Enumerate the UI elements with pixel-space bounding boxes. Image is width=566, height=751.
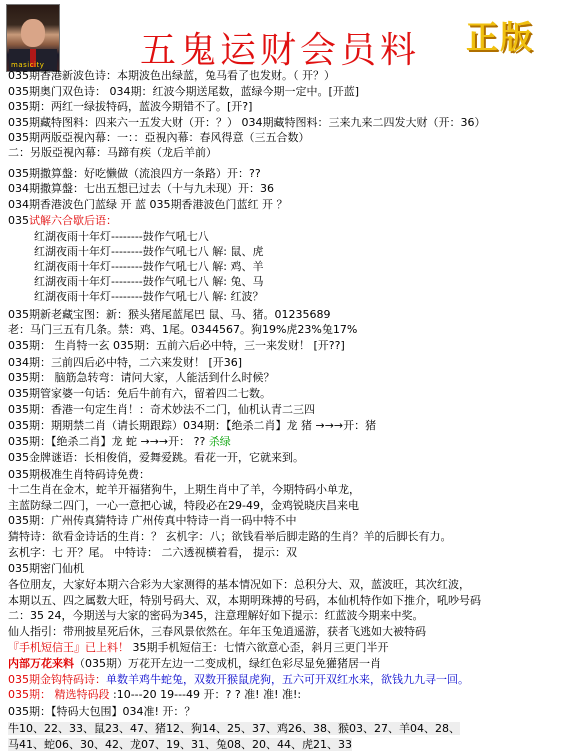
text-line: [8, 323, 357, 336]
text-line: [8, 100, 252, 113]
text-line: [34, 290, 263, 303]
text-segment: 035期密门仙机: [8, 562, 84, 575]
text-line: [8, 308, 330, 321]
text-segment: 杀绿: [208, 435, 231, 448]
text-segment: 035期奥门双色诗： 034期：红波今期送尾数，蓝绿今期一定中。[开蓝]: [8, 85, 360, 98]
text-line: [8, 499, 359, 512]
text-segment: 十二生肖在金木，蛇羊开福猪狗牛，上期生肖中了羊，今期特码小单龙，: [8, 483, 360, 496]
text-line: [8, 85, 359, 98]
text-segment: 035期：香港一句定生肖！：奇术妙法不二门，仙机认青二三四: [8, 403, 315, 416]
text-segment: 035期： 精选特码段: [8, 688, 113, 701]
text-segment: 035期撒算盤：好吃懒做（流浪四方一条路）开：??: [8, 167, 261, 180]
text-segment: 035期： 生肖特一玄 035期：五前六后必中特，三一来发财！ [开??]: [8, 339, 345, 352]
text-line: [8, 339, 345, 352]
text-segment: 仙人指引：带刑披星死后休，三春风景依然在。年年玉兔逍遥游，获者飞逃如大被特码: [8, 625, 426, 638]
text-segment: 035期：【绝杀二肖】龙 蛇 →→→开： ??: [8, 435, 209, 448]
text-line: [8, 530, 452, 543]
text-segment: 035期两版亞視內幕：一：：亞視內幕：春风得意（三五合数）: [8, 131, 310, 144]
text-segment: （035期）万花开左边一二变成机，绿红色彩尽显免獾猪居一肖: [74, 657, 381, 670]
text-segment: 马41、蛇06、30、42、龙07、19、31、兔08、20、44、虎21、33: [8, 738, 352, 751]
text-segment: :10---20 19---49 开：? ? 准! 准! 准!:: [113, 688, 302, 701]
text-line: [8, 641, 389, 654]
text-segment: 035金牌谜语：长相俊俏，爱舞爱跳。看花一开，它就来到。: [8, 451, 304, 464]
text-line: [8, 705, 195, 718]
text-segment: 035期金钩特码诗：: [8, 673, 106, 686]
text-line: [8, 403, 315, 416]
text-line: [8, 387, 271, 400]
text-segment: 老：马门三五有几条。禁：鸡、1尾。0344567。狗19%虎23%兔17%: [8, 323, 358, 336]
avatar-photo: [6, 4, 60, 72]
text-segment: 试解六合歇后语：: [29, 214, 117, 227]
text-segment: 本期以五、四之属数大旺，特别号码大、双，本期明珠搏的号码，本仙机特作如下推介，吼吵号码: [8, 594, 481, 607]
text-segment: 红湖夜雨十年灯--------鼓作气吼七八 解: 兔、马: [34, 275, 264, 288]
text-line: [8, 356, 242, 369]
text-line: [8, 451, 304, 464]
text-segment: 035期藏特图料：四来六一五发大财（开：？） 034期藏特图料：三来九来二四发大财（开：36）: [8, 116, 486, 129]
text-segment: 035期：两红一绿拔特码，蓝波今期错不了。[开?]: [8, 100, 253, 113]
text-segment: 单数羊鸡牛蛇兔，双数开猴鼠虎狗，五六可开双红水来，欲钱九九寻一回。: [106, 673, 469, 686]
text-line: [8, 182, 274, 195]
text-line: [8, 419, 376, 432]
text-line: [8, 738, 352, 751]
text-segment: 主蓝防绿二四门，一心一意把心诚，特段必在29-49，金鸡锐晓庆昌来电: [8, 499, 359, 512]
text-line: [8, 167, 261, 180]
text-segment: 红湖夜雨十年灯--------鼓作气吼七八 解: 鸡、羊: [34, 260, 264, 273]
text-segment: 035期极准生肖特码诗免费：: [8, 468, 150, 481]
text-line: [34, 260, 263, 273]
text-segment: 035期：期期禁二肖（请长期跟踪）034期：【绝杀二肖】龙 猪 →→→开：猪: [8, 419, 377, 432]
text-line: [8, 722, 460, 735]
text-line: [8, 371, 275, 384]
text-segment: 『手机短信王』已上料！: [8, 641, 129, 654]
text-segment: 035期新老藏宝图：新：猴头猪尾蓝尾巴 鼠、马、猪。01235689: [8, 308, 331, 321]
text-line: [8, 131, 310, 144]
text-line: [8, 214, 117, 227]
text-segment: 牛10、22、33、鼠23、47、猪12、狗14、25、37、鸡26、38、猴03、27、羊04、28、: [8, 722, 460, 735]
text-line: [8, 609, 423, 622]
text-segment: 内部万花来料: [8, 657, 74, 670]
text-line: [8, 483, 360, 496]
text-line: [8, 594, 481, 607]
text-segment: 035期管家婆一句话：免后牛前有六，留着四二七数。: [8, 387, 271, 400]
text-line: [34, 230, 209, 243]
text-line: [8, 688, 301, 701]
text-segment: 035: [8, 214, 29, 227]
text-segment: 红湖夜雨十年灯--------鼓作气吼七八: [34, 230, 209, 243]
text-line: [8, 69, 335, 82]
text-segment: 35期手机短信王：七情六欲意心歪，斜月三更门半开: [129, 641, 389, 654]
authentic-stamp: 正版: [466, 18, 535, 56]
text-line: [8, 435, 231, 448]
text-segment: 034期香港波色门蓝绿 开 蓝 035期香港波色门蓝红 开 ？: [8, 198, 288, 211]
text-line: [8, 146, 217, 159]
text-line: [8, 625, 426, 638]
text-line: [34, 275, 263, 288]
text-line: [8, 198, 287, 211]
text-segment: 猜特诗：欲看金诗话的生肖：？ 玄机字：八；欲钱看举后脚走路的生肖？羊的后脚长有力。: [8, 530, 452, 543]
text-segment: 玄机字：七 开？尾。 中特诗： 二六透视横着看， 提示：双: [8, 546, 297, 559]
text-line: [8, 116, 485, 129]
text-line: [8, 546, 297, 559]
photo-face: [21, 19, 45, 47]
text-segment: 034期：三前四后必中特，二六来发财！ [开36]: [8, 356, 243, 369]
text-segment: 各位朋友，大家好本期六合彩为大家测得的基本情况如下：总积分大、双，蓝波旺，其次红波，: [8, 578, 470, 591]
text-segment: 035期：广州传真猜特诗 广州传真中特诗一肖一码中特不中: [8, 514, 297, 527]
text-line: [8, 468, 150, 481]
text-segment: 034期撒算盤：七出五想已过去（十与九未现）开：36: [8, 182, 274, 195]
text-segment: 红湖夜雨十年灯--------鼓作气吼七八 解: 红波？: [34, 290, 264, 303]
photo-watermark: masicity: [11, 61, 45, 69]
text-line: [8, 562, 84, 575]
text-line: [8, 514, 297, 527]
text-segment: 二：另版亞視內幕：马蹄有疾（龙后羊前）: [8, 146, 217, 159]
text-line: [8, 657, 381, 670]
text-segment: 035期： 脑筋急转弯：请问大家，人能活到什么时候？: [8, 371, 275, 384]
text-segment: 035期香港新波色诗：本期波色出绿蓝，兔马看了也发财。（ 开？）: [8, 69, 335, 82]
text-segment: 二：35 24，今期送与大家的密码为345，注意理解好如下提示：红蓝波今期来中奖。: [8, 609, 424, 622]
text-line: [8, 673, 469, 686]
text-line: [34, 245, 263, 258]
text-line: [8, 578, 470, 591]
text-segment: 035期：【特码大包围】034准! 开：？: [8, 705, 196, 718]
text-segment: 红湖夜雨十年灯--------鼓作气吼七八 解: 鼠、虎: [34, 245, 264, 258]
page-title: 五鬼运财会员料: [140, 30, 421, 71]
